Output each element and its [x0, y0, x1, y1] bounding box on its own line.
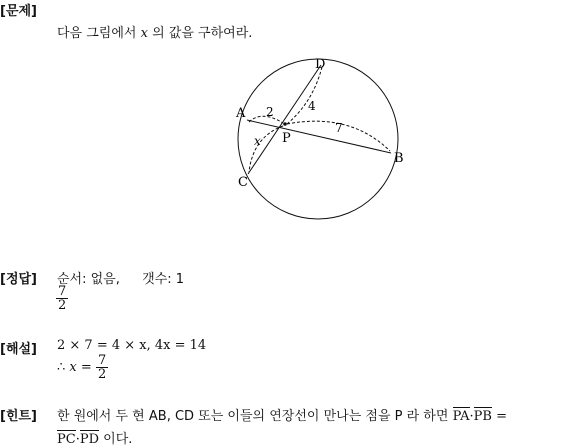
hint-ending: 이다.	[103, 432, 133, 447]
problem-tag: [문제]	[0, 4, 37, 19]
solution-line2	[57, 354, 108, 381]
chord-cd	[248, 65, 321, 174]
solution-numerator: 7	[97, 353, 107, 368]
solution-line1: 2 × 7 = 4 × x, 4x = 14	[57, 338, 207, 353]
label-pd-length: 4	[308, 99, 316, 113]
hint-tag: [힌트]	[0, 409, 37, 424]
dot-2: ·	[75, 432, 80, 447]
solution-equals: =	[80, 360, 92, 375]
segment-pa: PA	[452, 409, 470, 424]
solution-tag: [해설]	[0, 342, 37, 357]
question-prefix: 다음 그림에서	[57, 26, 137, 41]
label-p: P	[282, 131, 291, 146]
chord-ab	[247, 120, 391, 153]
segment-pd: PD	[79, 432, 100, 447]
hint-text: 한 원에서 두 현 AB, CD 또는 이들의 연장선이 만나는 점을 P 라 하면	[57, 409, 449, 424]
brace-pd	[287, 67, 322, 124]
answer-tag: [정답]	[0, 272, 37, 287]
circle	[238, 59, 398, 219]
label-a: A	[236, 106, 246, 121]
question-suffix: 의 값을 구하여라.	[152, 26, 253, 41]
hint-equals: =	[496, 409, 508, 424]
answer-count: 갯수: 1	[142, 272, 185, 287]
label-d: D	[315, 57, 326, 72]
hint-line2	[57, 428, 132, 447]
solution-variable: x	[69, 360, 77, 375]
label-pb-length: 7	[335, 121, 343, 135]
label-c: C	[238, 175, 248, 190]
point-p-dot	[283, 122, 287, 126]
answer-order: 순서: 없음,	[57, 272, 120, 287]
answer-denominator: 2	[58, 298, 67, 313]
label-pc-length: x	[254, 134, 261, 148]
question-variable: x	[140, 26, 148, 41]
answer-numerator: 7	[58, 284, 67, 299]
answer-value	[56, 285, 68, 312]
answer-meta	[57, 268, 184, 287]
label-pa-length: 2	[266, 105, 274, 119]
hint-line1	[57, 405, 507, 424]
problem-question	[57, 22, 252, 41]
label-b: B	[394, 151, 404, 166]
segment-pb: PB	[473, 409, 492, 424]
dot-1: ·	[469, 409, 474, 424]
therefore-symbol: ∴	[57, 360, 66, 375]
segment-pc: PC	[57, 432, 76, 447]
circle-figure	[225, 52, 415, 227]
solution-denominator: 2	[97, 367, 107, 382]
